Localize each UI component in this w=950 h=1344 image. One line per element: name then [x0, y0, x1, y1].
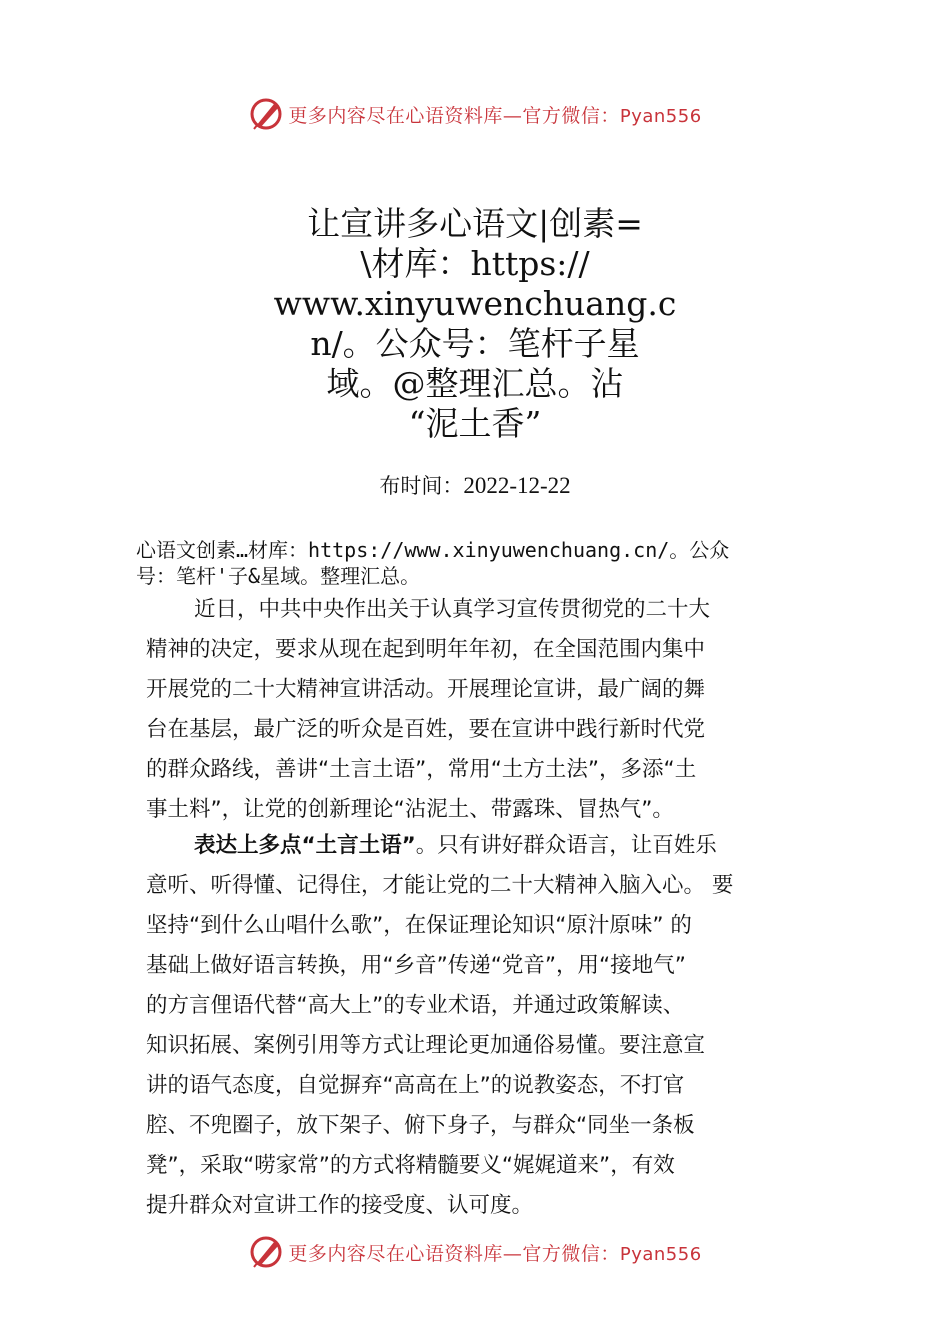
- paragraph-line: 事土料”，让党的创新理论“沾泥土、带露珠、冒热气”。: [146, 797, 674, 822]
- paragraph-line-rest: 。只有讲好群众语言，让百姓乐: [415, 833, 717, 858]
- paragraph-line: 精神的决定，要求从现在起到明年年初，在全国范围内集中: [146, 637, 706, 662]
- paragraph-line: 意听、听得懂、记得住，才能让党的二十大精神入脑入心。 要: [146, 873, 734, 898]
- paragraph-line: 开展党的二十大精神宣讲活动。开展理论宣讲，最广阔的舞: [146, 677, 706, 702]
- quill-logo-icon: [248, 96, 284, 132]
- publish-date-label: 布时间：: [379, 474, 464, 498]
- paragraph-line: 知识拓展、案例引用等方式让理论更加通俗易懂。要注意宣: [146, 1033, 706, 1058]
- banner-text: 更多内容尽在心语资料库—官方微信：Pyan556: [288, 104, 702, 127]
- publish-date: [0, 470, 950, 500]
- wechat-id: Pyan556: [619, 105, 702, 127]
- paragraph-line: 的群众路线，善讲“土言土语”，常用“土方土法”，多添“土: [146, 757, 697, 782]
- paragraph-line: 近日，中共中央作出关于认真学习宣传贯彻党的二十大: [194, 597, 711, 622]
- publish-date-value: 2022-12-22: [463, 473, 571, 498]
- footer-banner: [0, 1232, 950, 1272]
- document-title: [270, 204, 680, 444]
- title-line: 域。@整理汇总。沾: [326, 364, 624, 403]
- paragraph-line: 凳”，采取“唠家常”的方式将精髓要义“娓娓道来”，有效: [146, 1153, 675, 1178]
- title-line: www.xinyuwenchuang.c: [273, 284, 677, 323]
- paragraph-line: 讲的语气态度，自觉摒弃“高高在上”的说教姿态，不打官: [146, 1073, 685, 1098]
- header-banner: [0, 94, 950, 134]
- paragraph-1: [146, 590, 816, 830]
- title-line: \材库：https://: [360, 244, 590, 283]
- title-line: 让宣讲多心语文|创素=: [307, 204, 643, 243]
- banner-text: 更多内容尽在心语资料库—官方微信：Pyan556: [288, 1242, 702, 1265]
- title-line: “泥土香”: [408, 404, 542, 443]
- wechat-id: Pyan556: [619, 1243, 702, 1265]
- paragraph-line: 坚持“到什么山唱什么歌”，在保证理论知识“原汁原味” 的: [146, 913, 692, 938]
- source-line: 号：笔杆'子&星域。整理汇总。: [136, 564, 421, 588]
- paragraph-line: 腔、不兜圈子，放下架子、俯下身子，与群众“同坐一条板: [146, 1113, 695, 1138]
- paragraph-first-line: [146, 826, 816, 866]
- paragraph-line: 的方言俚语代替“高大上”的专业术语，并通过政策解读、: [146, 993, 685, 1018]
- source-note: [136, 537, 836, 589]
- source-line: 心语文创素…材库：https://www.xinyuwenchuang.cn/。公众: [136, 538, 730, 562]
- section-heading: 表达上多点“土言土语”: [194, 833, 416, 858]
- paragraph-line: 基础上做好语言转换，用“乡音”传递“党音”，用“接地气”: [146, 953, 686, 978]
- paragraph-2: [146, 826, 816, 1226]
- quill-logo-icon: [248, 1234, 284, 1270]
- paragraph-line: 台在基层，最广泛的听众是百姓，要在宣讲中践行新时代党: [146, 717, 706, 742]
- paragraph-line: 提升群众对宣讲工作的接受度、认可度。: [146, 1193, 534, 1218]
- title-line: n/。公众号：笔杆子星: [310, 324, 640, 363]
